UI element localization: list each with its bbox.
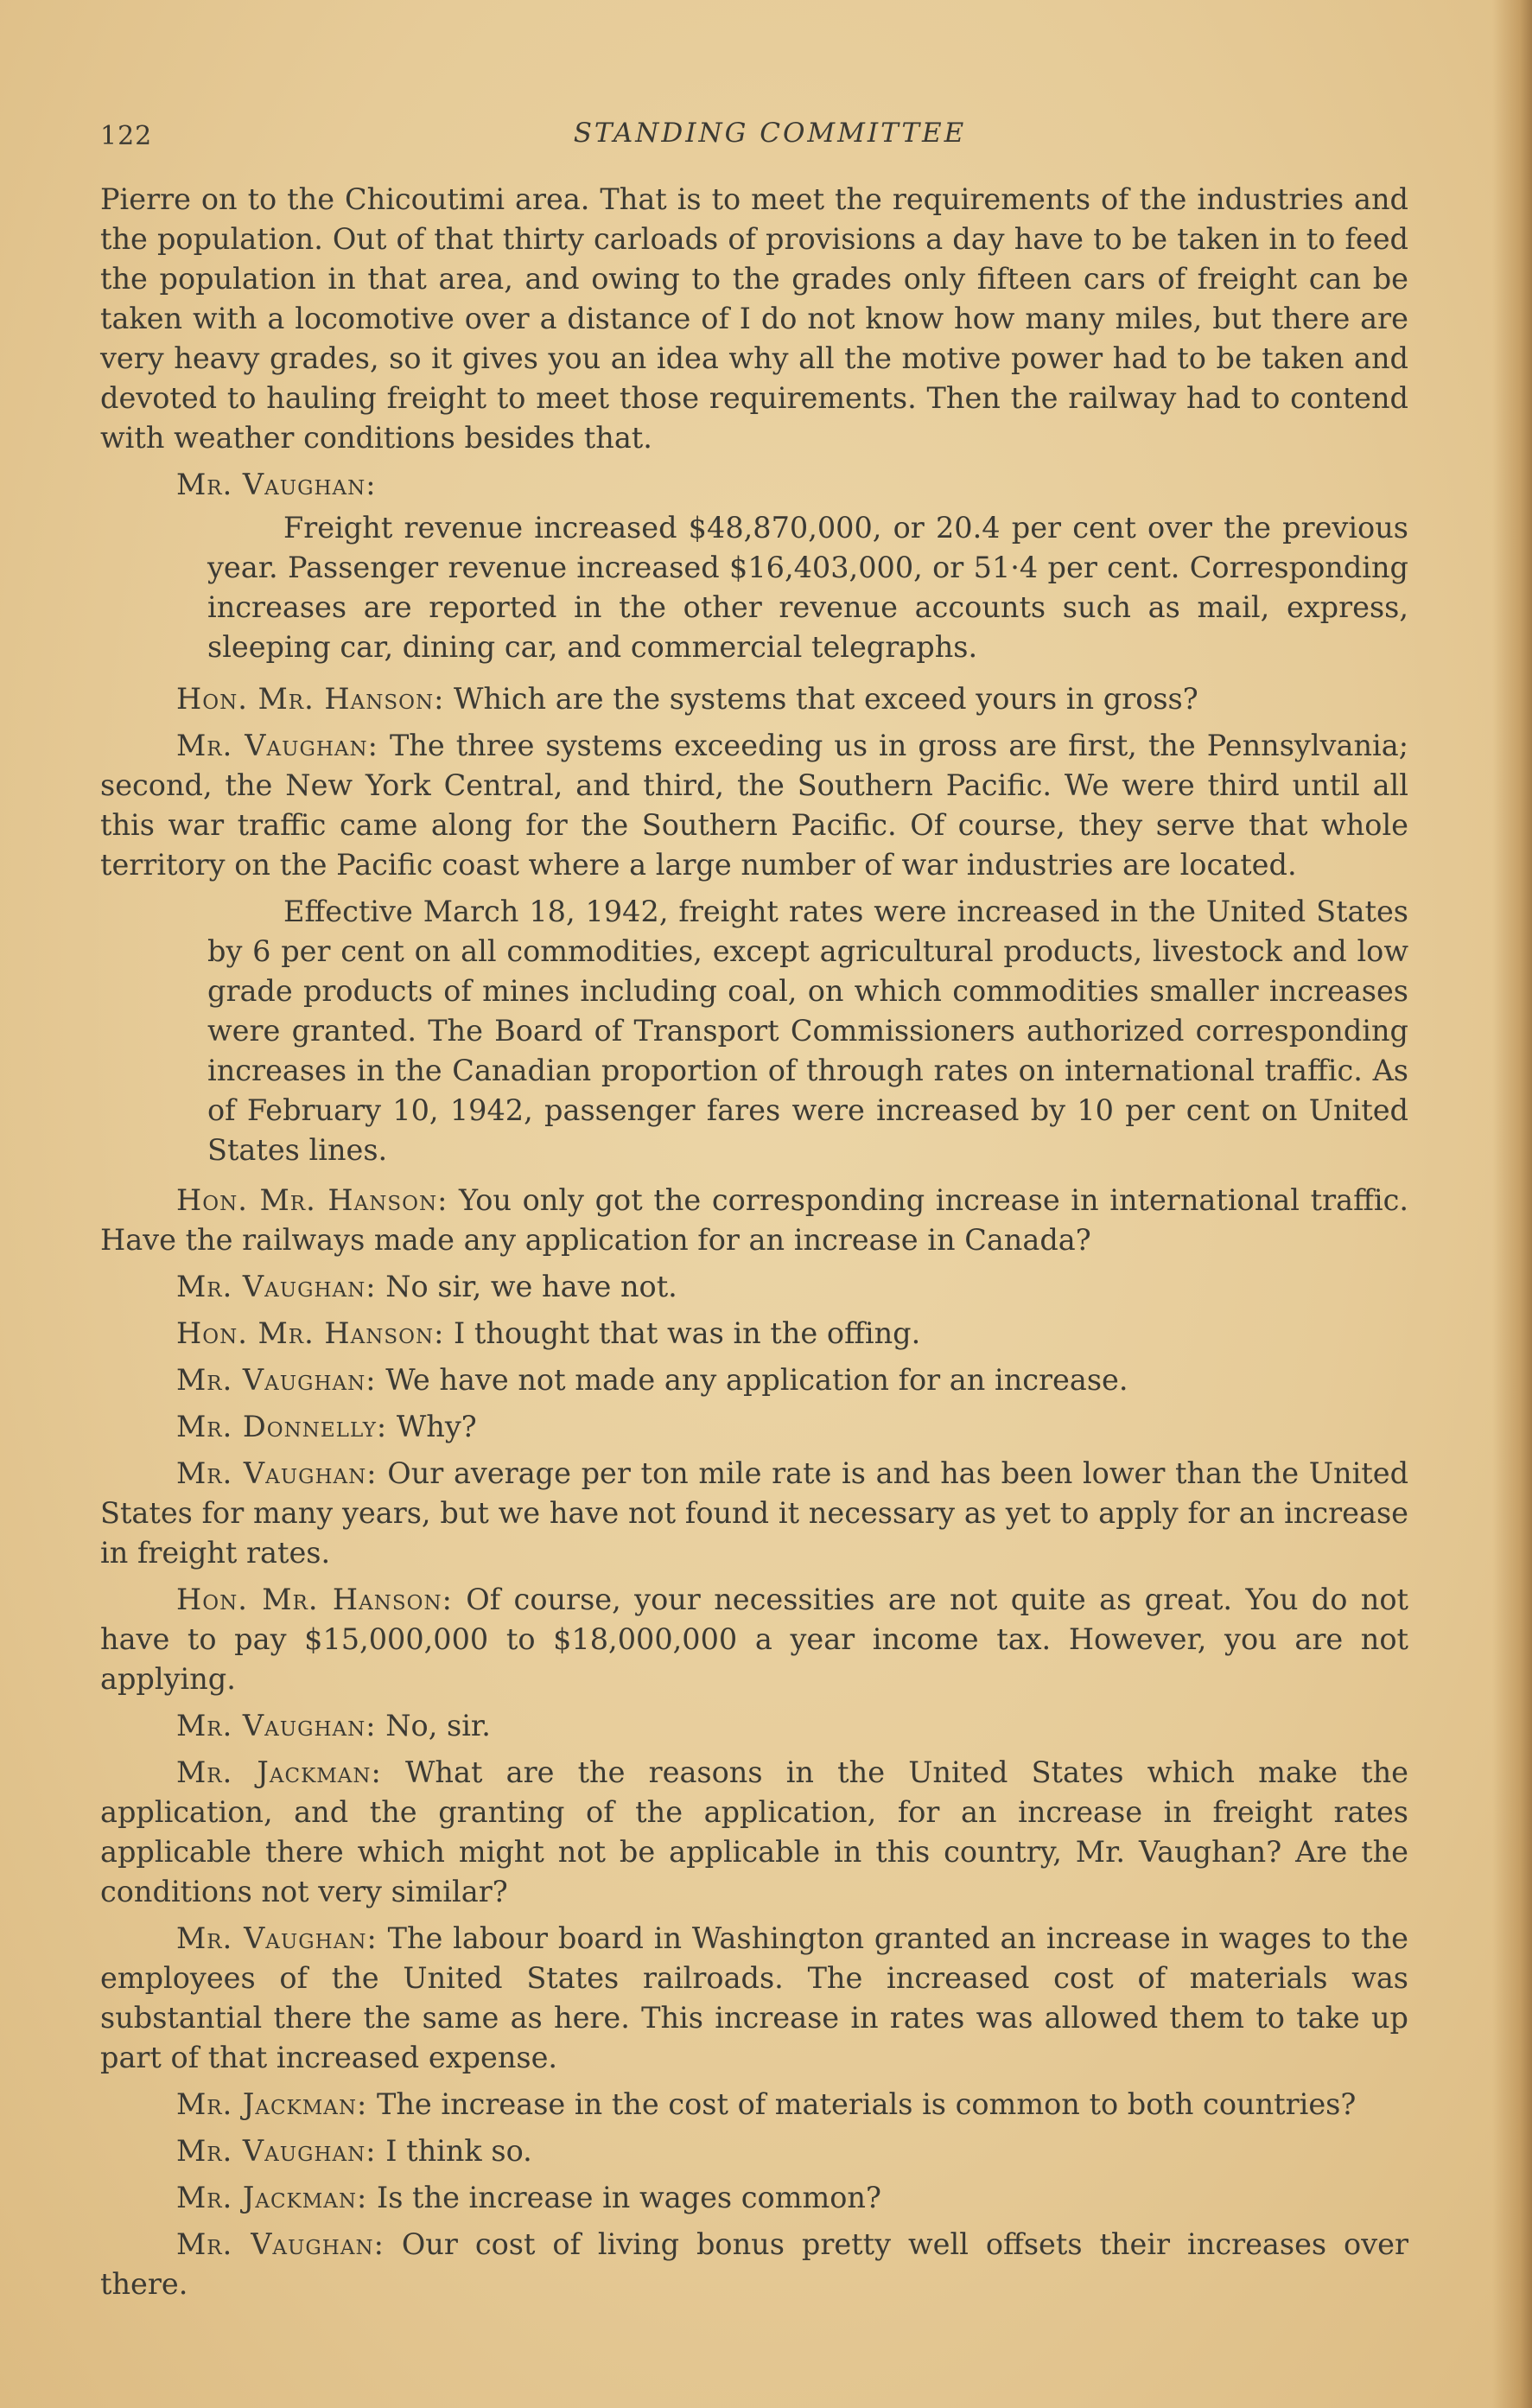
dialogue-paragraph [100,1360,1408,1400]
paragraph-text: You only got the corresponding increase in international traffic. Have the railways made any application for an increase in Canada? [100,1183,1408,1257]
paragraph-text: No, sir. [385,1709,491,1742]
paragraph-text: Our cost of living bonus pretty well offsets their increases over there. [100,2227,1408,2301]
paragraph-text: Is the increase in wages common? [376,2181,881,2214]
dialogue-paragraph [100,1267,1408,1307]
dialogue-paragraph [100,1919,1408,2078]
dialogue-paragraph [100,1314,1408,1354]
page-edge-shadow [1492,0,1532,2408]
speaker-name: Hon. Mr. Hanson: [176,682,445,716]
speaker-name: Mr. Donnelly: [176,1410,388,1443]
speaker-name: Mr. Vaughan: [176,1456,378,1490]
dialogue-paragraph [100,1753,1408,1912]
paragraph-text: I thought that was in the offing. [454,1316,921,1350]
quoted-block: Freight revenue increased $48,870,000, or 20.4 per cent over the previous year. Passenger revenue increased $16,403,000, or 51·4 per cent. Corresponding increases are reported in the other revenue accounts such as mail, express, sleeping car, dining car, and commercial telegraphs. [207,511,1408,664]
dialogue-paragraph [100,1706,1408,1746]
page-number: 122 [100,121,153,151]
speaker-name: Mr. Vaughan: [176,468,377,501]
page-header [100,114,1414,157]
speaker-name: Mr. Vaughan: [176,729,378,762]
paragraph-speaker-line [100,465,1408,505]
speaker-name: Hon. Mr. Hanson: [176,1183,448,1217]
speaker-name: Mr. Vaughan: [176,1270,377,1303]
running-title: STANDING COMMITTEE [573,118,967,149]
dialogue-paragraph [100,1407,1408,1447]
paragraph-continued [100,180,1408,458]
speaker-name: Mr. Vaughan: [176,1709,377,1742]
paragraph-text: Pierre on to the Chicoutimi area. That is to meet the requirements of the industries and the population. Out of that thirty carloads of provisions a day have to be taken in to feed the population in that area, and owing to the grades only fifteen cars of freight can be taken with a locomotive over a distance of I do not know how many miles, but there are very heavy grades, so it gives you an idea why all the motive power had to be taken and devoted to hauling freight to meet those requirements. Then the railway had to contend with weather conditions besides that. [100,182,1408,455]
speaker-name: Mr. Vaughan: [176,1363,377,1397]
dialogue-paragraph [100,2178,1408,2218]
dialogue-paragraph [100,1580,1408,1699]
quoted-block: Effective March 18, 1942, freight rates were increased in the United States by 6 per cent on all commodities, except agricultural products, livestock and low grade products of mines including coal, on which commodities smaller increases were granted. The Board of Transport Commissioners authorized corresponding increases in the Canadian proportion of through rates on international traffic. As of February 10, 1942, passenger fares were increased by 10 per cent on United States lines. [207,895,1408,1167]
paragraph-text: Why? [396,1410,477,1443]
speaker-name: Mr. Jackman: [176,2087,368,2121]
speaker-name: Hon. Mr. Hanson: [176,1316,445,1350]
paragraph-text: Which are the systems that exceed yours in gross? [454,682,1198,716]
dialogue-paragraph [100,679,1408,719]
paragraph-text: Our average per ton mile rate is and has been lower than the United States for many years, but we have not found it necessary as yet to apply for an increase in freight rates. [100,1456,1409,1570]
dialogue-paragraph [100,1454,1408,1573]
dialogue-paragraph [100,2225,1408,2304]
dialogue-paragraph [100,1181,1408,1260]
dialogue-paragraph [100,2085,1408,2125]
speaker-name: Mr. Vaughan: [176,2134,377,2168]
paragraph-text: What are the reasons in the United States which make the application, and the granting of the application, for an increase in freight rates applicable there which might not be applicable in this country, Mr. Vaughan? Are the conditions not very similar? [100,1755,1408,1908]
speaker-name: Mr. Jackman: [176,2181,368,2214]
speaker-name: Mr. Vaughan: [176,1921,378,1955]
paragraph-text: Of course, your necessities are not quite as great. You do not have to pay $15,000,000 to $18,000,000 a year income tax. However, you are not applying. [100,1583,1409,1696]
paragraph-text: The three systems exceeding us in gross are first, the Pennsylvania; second, the New York Central, and third, the Southern Pacific. We were third until all this war traffic came along for the Southern Pacific. Of course, they serve that whole territory on the Pacific coast where a large number of war industries are located. [100,729,1408,882]
speaker-name: Mr. Jackman: [176,1755,382,1789]
dialogue-paragraph [100,2131,1408,2171]
paragraph-text: No sir, we have not. [385,1270,677,1303]
speaker-name: Mr. Vaughan: [176,2227,385,2261]
paragraph-text: The labour board in Washington granted an increase in wages to the employees of the United States railroads. The increased cost of materials was substantial there the same as here. This increase in rates was allowed them to take up part of that increased expense. [100,1921,1408,2074]
paragraph-text: I think so. [385,2134,532,2168]
paragraph-text: The increase in the cost of materials is common to both countries? [376,2087,1357,2121]
paragraph-text: We have not made any application for an increase. [385,1363,1128,1397]
dialogue-paragraph [100,726,1408,885]
speaker-name: Hon. Mr. Hanson: [176,1583,453,1616]
page-body [100,180,1408,2311]
